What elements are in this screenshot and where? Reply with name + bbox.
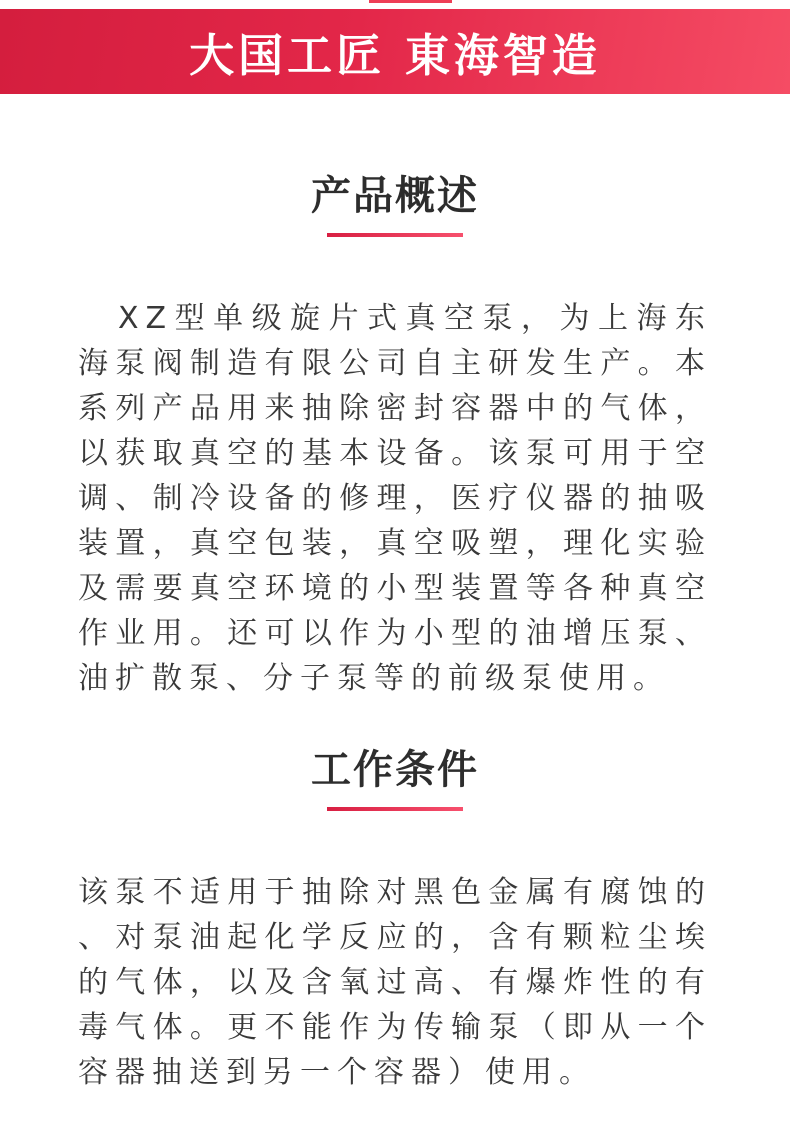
top-accent-strip: [369, 0, 452, 3]
section-product-overview: [0, 173, 790, 701]
section-paragraph-product-overview: XZ型单级旋片式真空泵，为上海东海泵阀制造有限公司自主研发生产。本系列产品用来抽除密封容器中的气体，以获取真空的基本设备。该泵可用于空调、制冷设备的修理，医疗仪器的抽吸装置，真空包装，真空吸塑，理化实验及需要真空环境的小型装置等各种真空作业用。还可以作为小型的油增压泵、油扩散泵、分子泵等的前级泵使用。: [78, 301, 712, 696]
section-heading-working-conditions: 工作条件: [311, 747, 479, 793]
brand-banner-title: 大国工匠 東海智造: [189, 29, 601, 82]
section-working-conditions: [0, 747, 790, 1095]
brand-banner: [0, 9, 790, 94]
section-heading-product-overview: 产品概述: [311, 173, 479, 219]
section-paragraph-working-conditions: 该泵不适用于抽除对黑色金属有腐蚀的、对泵油起化学反应的，含有颗粒尘埃的气体，以及含氧过高、有爆炸性的有毒气体。更不能作为传输泵（即从一个容器抽送到另一个容器）使用。: [78, 875, 712, 1090]
heading-underline: [327, 233, 463, 237]
heading-underline: [327, 807, 463, 811]
